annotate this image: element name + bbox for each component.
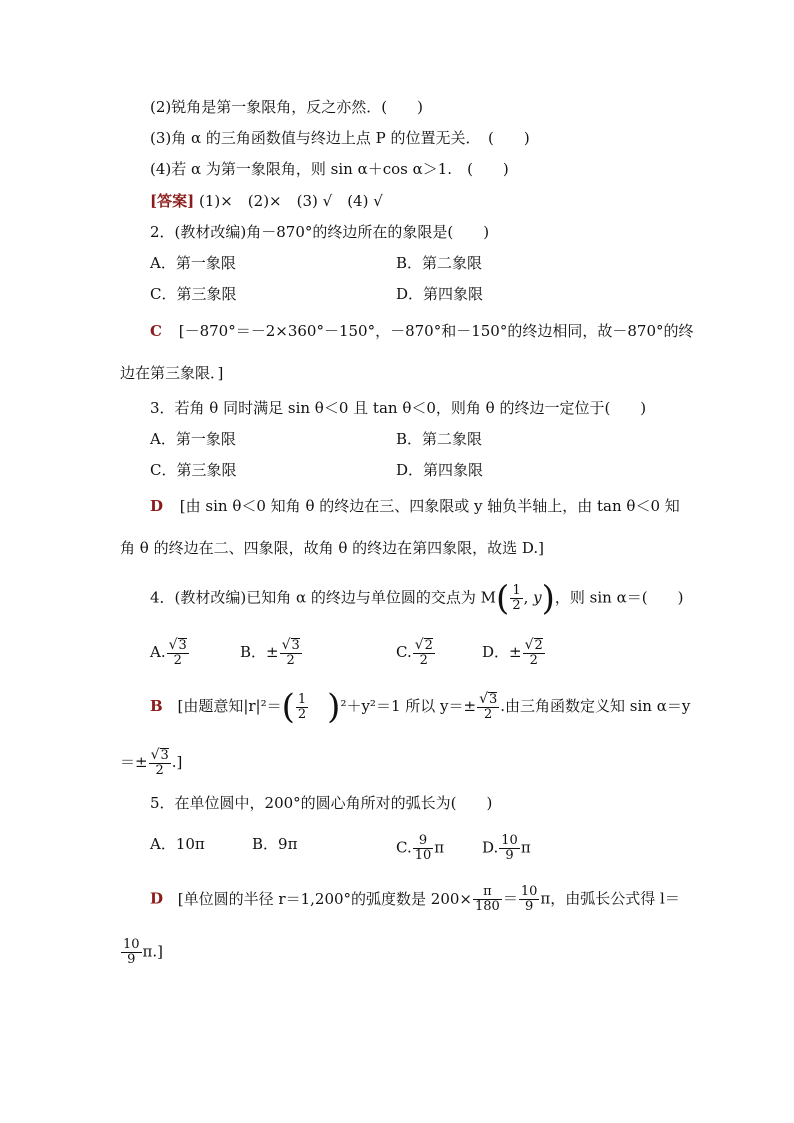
q4-stem: 4．(教材改编)已知角 α 的终边与单位圆的交点为 M( $\frac{1}{2}$ , y)，则 sin α＝( ) [150,578,684,619]
q2-explain-line2: 边在第三象限．] [120,364,224,382]
q5-stem: 5．在单位圆中，200°的圆心角所对的弧长为( ) [150,794,493,812]
q2-explain-line1: [－870°＝－2×360°－150°，－870°和－150°的终边相同，故－870°的终 [178,322,694,340]
q2-option-d: D．第四象限 [396,285,484,303]
q3-explain-line1: [由 sin θ＜0 知角 θ 的终边在三、四象限或 y 轴负半轴上，由 tan θ＜0 知 [179,497,680,515]
right-paren: ) [541,578,555,619]
q1-answer [150,191,383,211]
q4-answer-letter: B [150,697,163,715]
left-paren: ( [496,578,510,619]
q2-option-a: A．第一象限 [150,254,236,272]
q5-option-a: A．10π [150,835,205,853]
q2-option-c: C．第三象限 [150,285,237,303]
q4-option-a: A. $\frac{√3}{2}$ [150,637,187,668]
q5-option-d: D. $\frac{10}{9}$ π [482,833,531,863]
q4-option-d: D．± $\frac{√2}{2}$ [482,637,543,668]
q2-answer-letter: C [150,322,162,340]
q4-point-y: y [533,588,542,607]
q5-option-c: C. $\frac{9}{10}$ π [396,833,445,863]
q1-item3: (3)角 α 的三角函数值与终边上点 P 的位置无关． ( ) [150,129,530,147]
q3-option-d: D．第四象限 [396,461,484,479]
q3-option-c: C．第三象限 [150,461,237,479]
q4-point-x: $\frac{1}{2}$ [512,583,521,613]
q5-explain-line2: $\frac{10}{9}$ π.] [123,937,164,967]
q2-explanation [150,321,693,341]
q1-item2: (2)锐角是第一象限角，反之亦然．( ) [150,98,423,116]
q3-explain-line2: 角 θ 的终边在二、四象限，故角 θ 的终边在第四象限，故选 D.] [120,539,545,557]
q2-option-b: B．第二象限 [396,254,483,272]
q3-explanation [150,496,680,516]
q2-stem: 2．(教材改编)角－870°的终边所在的象限是( ) [150,223,490,241]
q4-stem-pre: 4．(教材改编)已知角 α 的终边与单位圆的交点为 M [150,588,497,607]
q4-option-c: C. $\frac{√2}{2}$ [396,637,433,668]
q4-explanation: B [由题意知|r|²＝( $\frac{1}{2}$ )²＋y²＝1 所以 y＝± $\frac{√3}{2}$ .由三角函数定义知 sin α＝y [150,687,691,727]
q5-option-b: B．9π [252,835,298,853]
q5-explanation: D [单位圆的半径 r＝1,200°的弧度数是 200× $\frac{\pi}{180}$ ＝ $\frac{10}{9}$ π，由弧长公式得 l＝ [150,884,680,914]
q1-item4: (4)若 α 为第一象限角，则 sin α＋cos α＞1. ( ) [150,160,509,178]
answer-text: (1)× (2)× (3) √ (4) √ [198,192,383,210]
q4-option-b: B．± $\frac{√3}{2}$ [240,637,300,668]
q4-explain-line2: ＝± $\frac{√3}{2}$ .] [120,747,183,778]
q5-answer-letter: D [150,889,164,908]
answer-tag: [答案] [150,192,195,210]
q3-option-a: A．第一象限 [150,430,236,448]
q4-stem-post: ，则 sin α＝( ) [554,588,684,607]
q3-stem: 3．若角 θ 同时满足 sin θ＜0 且 tan θ＜0，则角 θ 的终边一定位于( ) [150,399,647,417]
q3-answer-letter: D [150,497,164,515]
q3-option-b: B．第二象限 [396,430,483,448]
